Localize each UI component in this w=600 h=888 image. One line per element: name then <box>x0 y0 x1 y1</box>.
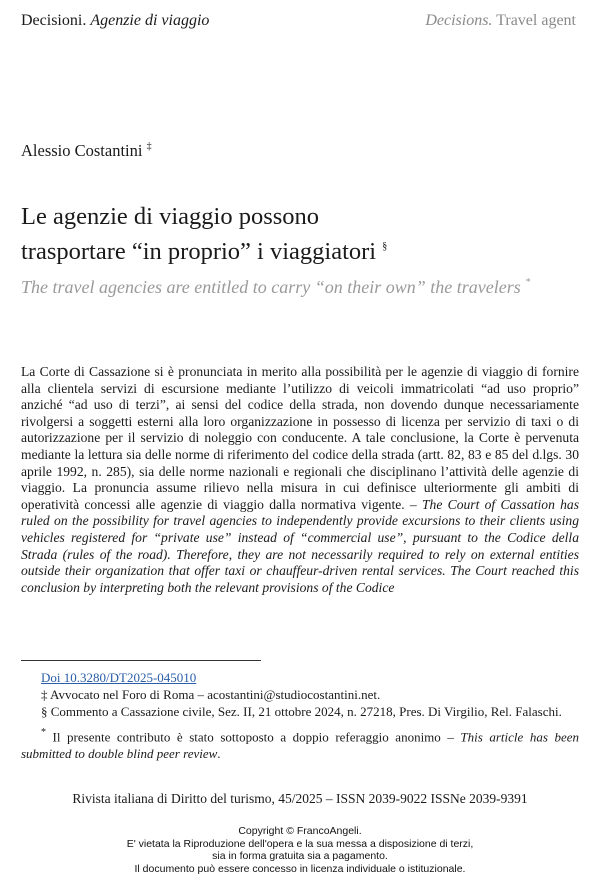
doi-link[interactable]: Doi 10.3280/DT2025-045010 <box>41 670 197 685</box>
footnotes <box>21 669 579 762</box>
journal-citation: Rivista italiana di Diritto del turismo, 45/2025 – ISSN 2039-9022 ISSNe 2039-9391 <box>72 791 528 806</box>
footnote-commentary: § Commento a Cassazione civile, Sez. II, 21 ottobre 2024, n. 27218, Pres. Di Virgilio, Rel. Falaschi. <box>41 704 562 719</box>
abstract-english: The Court of Cassation has ruled on the possibility for travel agencies to independently provide excursions to their clients using vehicles registered for “private use” instead of “commercial use”, pursuant to the Codice della Strada (rules of the road). Therefore, they are not necessarily required to rely on external entities outside their organization that offer taxi or chauffeur-driven rental services. The Court reached this conclusion by interpreting both the relevant provisions of the Codice <box>21 496 580 595</box>
header-topic: Agenzie di viaggio <box>90 12 210 29</box>
author-footnote-mark: ‡ <box>146 140 152 152</box>
title-line-2: trasportare “in proprio” i viaggiatori <box>21 238 377 266</box>
subtitle-footnote-mark: * <box>525 277 531 288</box>
header-section-en: Decisions. <box>425 12 493 29</box>
abstract-italian: La Corte di Cassazione si è pronunciata in merito alla possibilità per le agenzie di viaggio di fornire alla clientela servizi di escursione mediante l’utilizzo di veicoli immatricolati “ad uso proprio” anziché “ad uso di terzi”, ai sensi del codice della strada, non dovendo dunque necessariamente rivolgersi a soggetti esterni alla loro organizzazione in possesso di licenza per servizio di taxi o di autorizzazione per il servizio di noleggio con conducente. A tale conclusione, la Corte è pervenuta mediante la lettura sia delle norme di riferimento del codice della strada (artt. 82, 83 e 85 del d.lgs. 30 aprile 1992, n. 285), sia delle norme nazionali e regionali che disciplinano l’attività delle agenzie di viaggio. La pronuncia assume rilievo nella misura in cui definisce ulteriormente gli ambiti di operatività concessi alle agenzie di viaggio dalla normativa vigente. <box>21 364 579 512</box>
abstract <box>21 364 579 596</box>
copyright-line-2: E' vietata la Riproduzione dell'opera e la sua messa a disposizione di terzi, <box>126 837 474 850</box>
header-section: Decisioni. <box>21 12 87 29</box>
footnote-rule <box>21 660 261 661</box>
peer-review-italian: Il presente contributo è stato sottoposto a doppio referaggio anonimo – <box>46 729 461 745</box>
abstract-separator: – <box>404 496 422 512</box>
copyright-line-1: Copyright © FrancoAngeli. <box>238 825 362 837</box>
peer-review-mark: * <box>41 727 46 738</box>
title-footnote-mark: § <box>382 241 388 252</box>
copyright-notice <box>0 825 600 875</box>
author-line <box>21 141 152 161</box>
footnote-peer-review <box>21 725 579 762</box>
running-header-right <box>425 12 576 30</box>
copyright-line-3: sia in forma gratuita sia a pagamento. <box>212 850 388 862</box>
peer-review-english: This article has been submitted to double blind peer review <box>21 729 580 762</box>
article-title <box>21 201 581 267</box>
copyright-line-4: Il documento può essere concesso in licenza individuale o istituzionale. <box>134 862 466 875</box>
subtitle-text: The travel agencies are entitled to carry “on their own” the travelers <box>21 277 521 297</box>
peer-review-end: . <box>217 746 221 762</box>
author-name: Alessio Costantini <box>21 141 143 160</box>
footnote-author: ‡ Avvocato nel Foro di Roma – acostantini@studiocostantini.net. <box>41 687 381 702</box>
title-line-1: Le agenzie di viaggio possono <box>21 203 320 230</box>
running-header-left <box>21 12 209 30</box>
header-topic-en: Travel agent <box>496 12 576 29</box>
article-subtitle <box>21 272 581 299</box>
